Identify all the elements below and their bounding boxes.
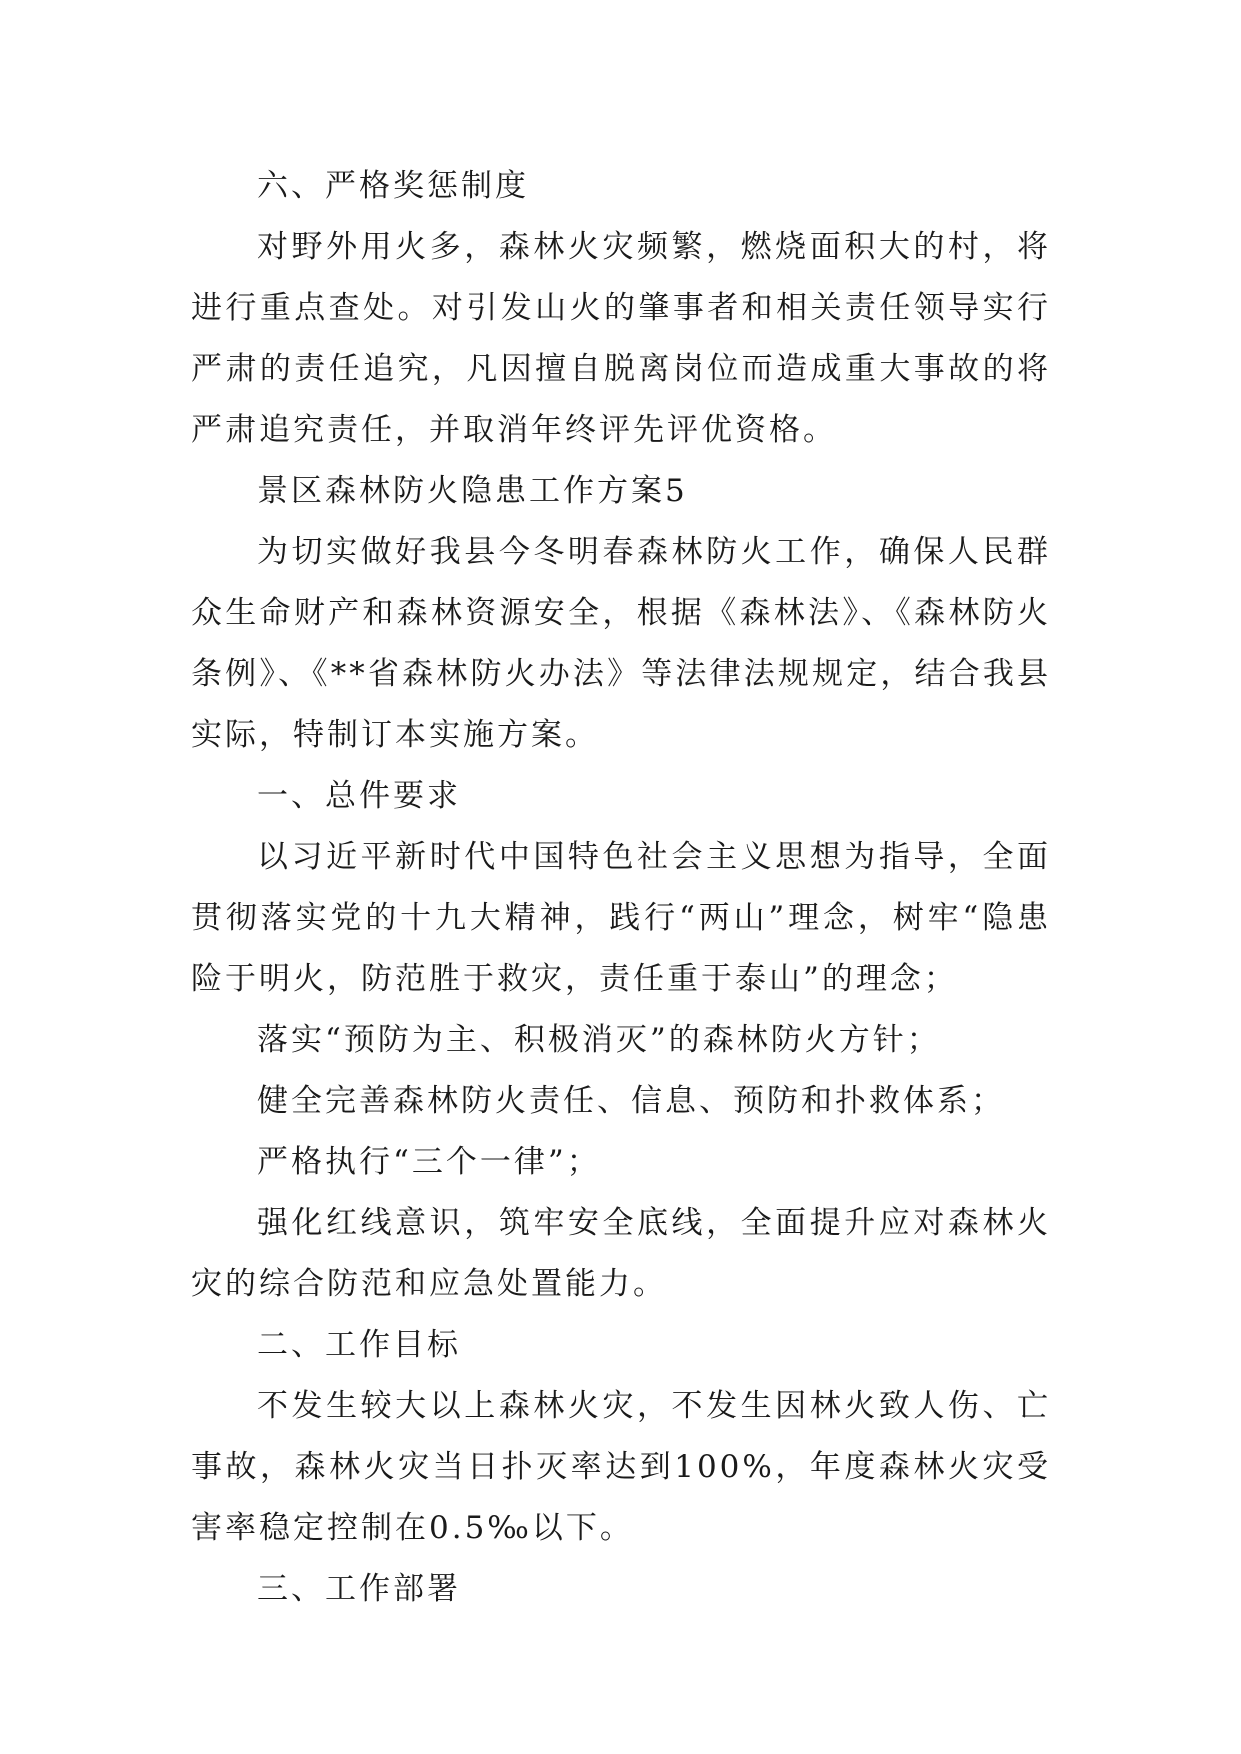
paragraph-goals: 不发生较大以上森林火灾，不发生因林火致人伤、亡事故，森林火灾当日扑灭率达到100%，年度森林火灾受害率稳定控制在0.5‰以下。 [191, 1388, 1051, 1546]
document-body [191, 156, 1051, 1620]
paragraph-intro: 为切实做好我县今冬明春森林防火工作，确保人民群众生命财产和森林资源安全，根据《森林法》、《森林防火条例》、《**省森林防火办法》等法律法规规定，结合我县实际，特制订本实施方案。 [191, 534, 1051, 753]
section-heading-deployment: 三、工作部署 [257, 1571, 461, 1607]
section-heading-general-requirements: 一、总件要求 [257, 778, 461, 814]
paragraph-three-rules: 严格执行“三个一律”； [257, 1144, 601, 1180]
paragraph-guiding-thought: 以习近平新时代中国特色社会主义思想为指导，全面贯彻落实党的十九大精神，践行“两山”理念，树牢“隐患险于明火，防范胜于救灾，责任重于泰山”的理念； [191, 839, 1051, 997]
section-heading-goals: 二、工作目标 [257, 1327, 461, 1363]
paragraph-rewards: 对野外用火多，森林火灾频繁，燃烧面积大的村，将进行重点查处。对引发山火的肇事者和相关责任领导实行严肃的责任追究，凡因擅自脱离岗位而造成重大事故的将严肃追究责任，并取消年终评先评优资格。 [191, 229, 1051, 448]
paragraph-system: 健全完善森林防火责任、信息、预防和扑救体系； [257, 1083, 1005, 1119]
document-title-plan-5: 景区森林防火隐患工作方案5 [257, 473, 688, 509]
section-heading-rewards: 六、严格奖惩制度 [257, 168, 529, 204]
paragraph-prevention-policy: 落实“预防为主、积极消灭”的森林防火方针； [257, 1022, 941, 1058]
paragraph-redline: 强化红线意识，筑牢安全底线，全面提升应对森林火灾的综合防范和应急处置能力。 [191, 1205, 1051, 1302]
